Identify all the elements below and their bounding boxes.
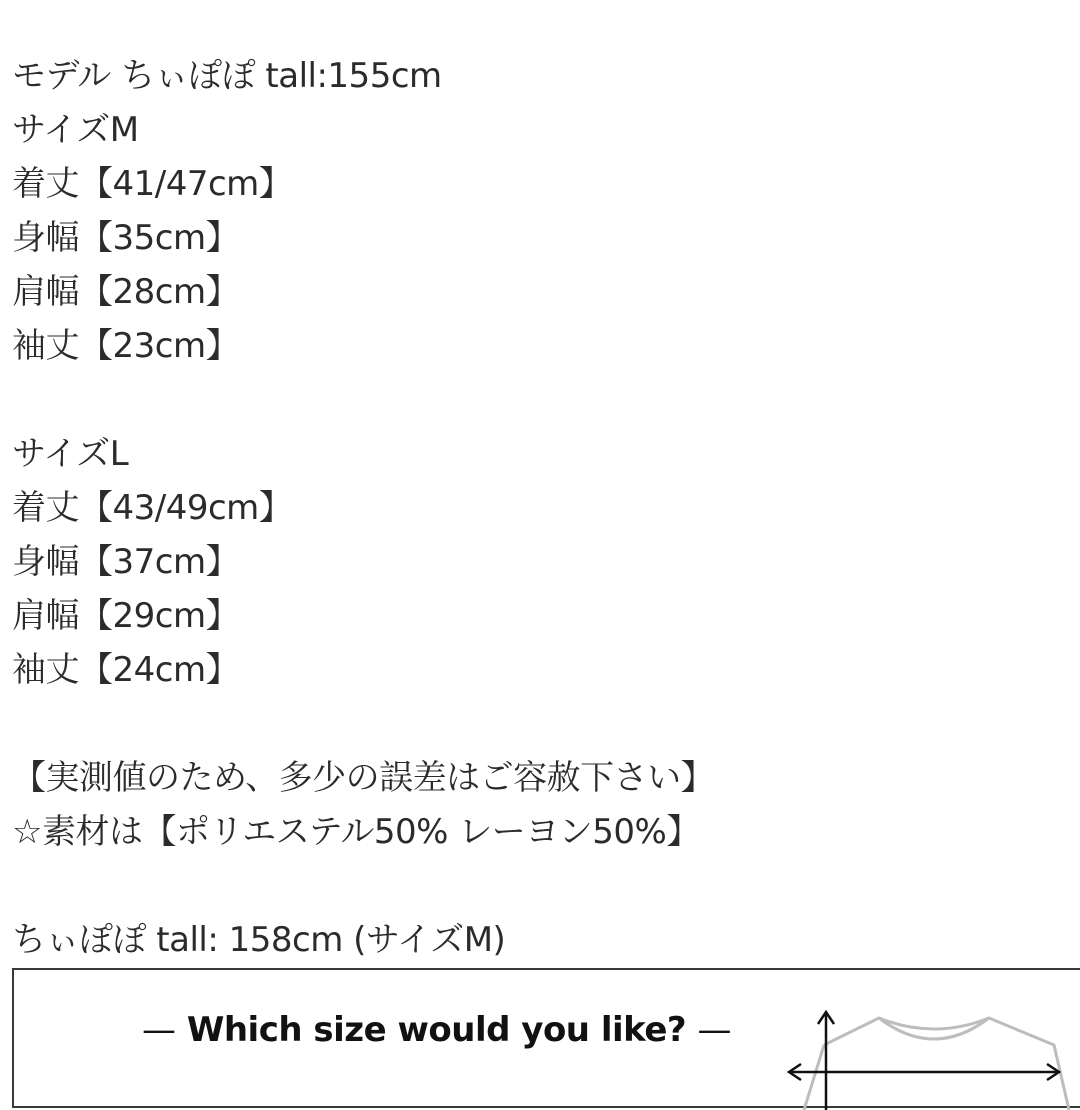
size-l-width: 身幅【37cm】 [12,542,240,582]
material-note: ☆素材は【ポリエステル50% レーヨン50%】 [12,812,700,852]
title-dash-left: — [142,1010,176,1050]
measurement-note: 【実測値のため、多少の誤差はご容赦下さい】 [12,758,715,798]
reference-line: ちぃぽぽ tall: 158cm (サイズM) [12,920,506,960]
size-guide-question: Which size would you like? [186,1010,687,1050]
size-m-width: 身幅【35cm】 [12,218,240,258]
size-guide-card [12,968,1080,1108]
size-l-length: 着丈【43/49cm】 [12,488,293,528]
size-guide-title [142,1010,731,1050]
size-m-heading: サイズM [12,110,139,150]
tshirt-measurement-icon [784,1000,1080,1110]
size-l-shoulder: 肩幅【29cm】 [12,596,240,636]
size-m-shoulder: 肩幅【28cm】 [12,272,240,312]
size-m-sleeve: 袖丈【23cm】 [12,326,240,366]
size-l-heading: サイズL [12,434,129,474]
model-line: モデル ちぃぽぽ tall:155cm [12,56,442,96]
size-l-sleeve: 袖丈【24cm】 [12,650,240,690]
title-dash-right: — [697,1010,731,1050]
size-m-length: 着丈【41/47cm】 [12,164,293,204]
